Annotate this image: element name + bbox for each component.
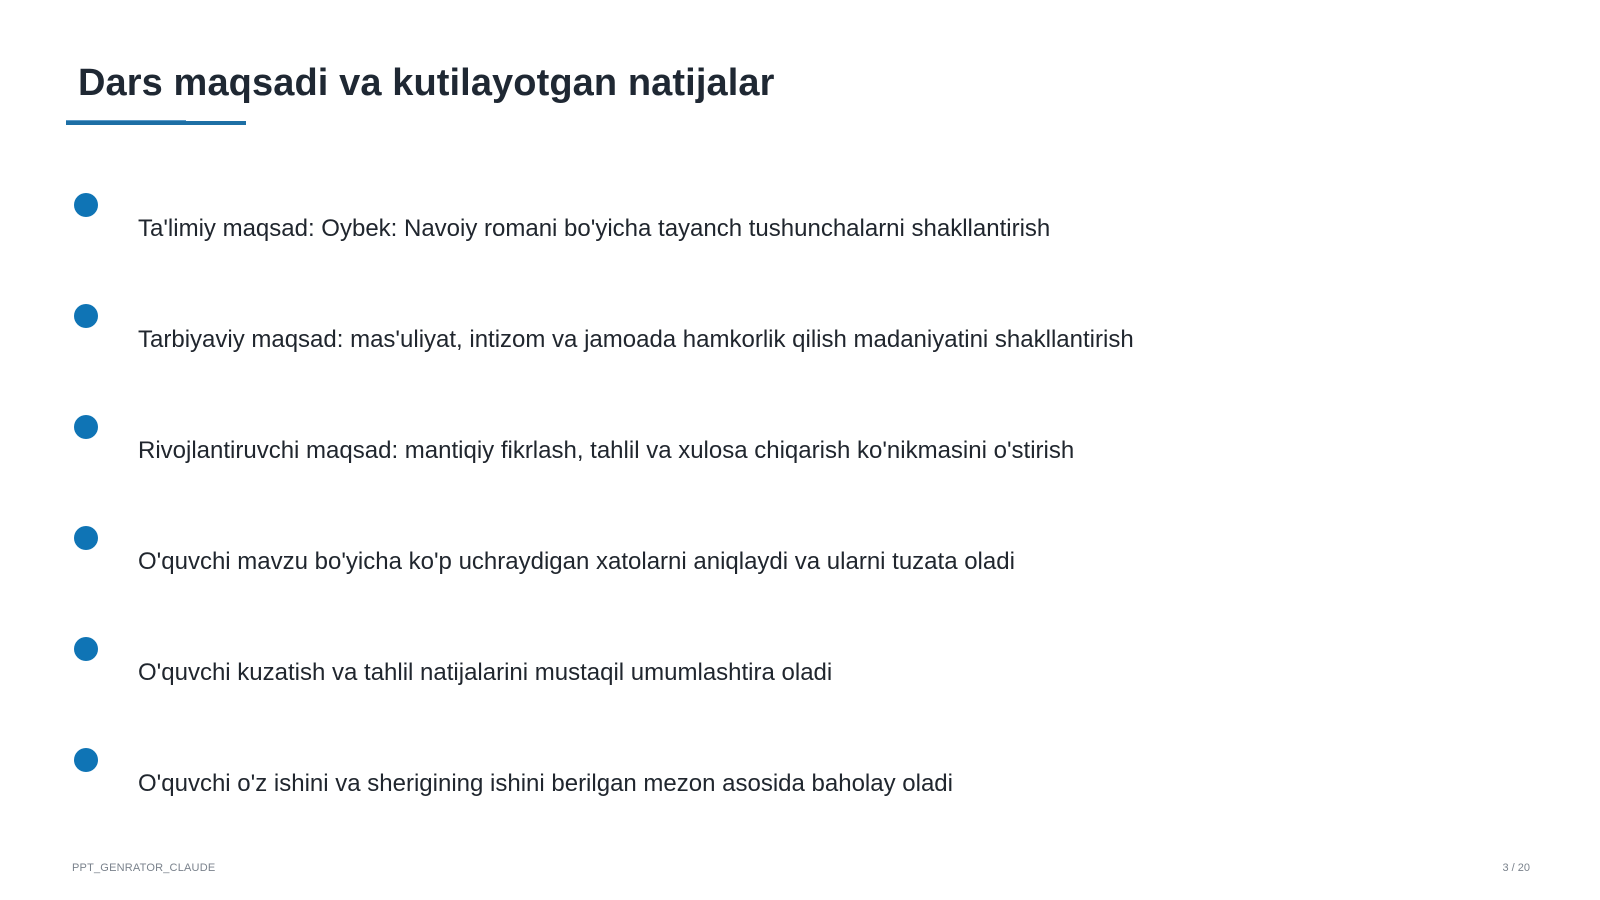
bullet-icon bbox=[74, 526, 98, 550]
objective-text: O'quvchi o'z ishini va sherigining ishini berilgan mezon asosida baholay oladi bbox=[138, 770, 953, 797]
objective-item bbox=[0, 304, 1600, 364]
objective-text: Rivojlantiruvchi maqsad: mantiqiy fikrlash, tahlil va xulosa chiqarish ko'nikmasini o'stirish bbox=[138, 437, 1075, 464]
objective-item bbox=[0, 637, 1600, 697]
objective-text: Ta'limiy maqsad: Oybek: Navoiy romani bo'yicha tayanch tushunchalarni shakllantirish bbox=[138, 215, 1051, 242]
bullet-icon bbox=[74, 637, 98, 661]
bullet-icon bbox=[74, 748, 98, 772]
objective-text: Tarbiyaviy maqsad: mas'uliyat, intizom va jamoada hamkorlik qilish madaniyatini shakllantirish bbox=[138, 326, 1134, 353]
objective-text: O'quvchi mavzu bo'yicha ko'p uchraydigan xatolarni aniqlaydi va ularni tuzata oladi bbox=[138, 548, 1015, 575]
objective-text: O'quvchi kuzatish va tahlil natijalarini mustaqil umumlashtira oladi bbox=[138, 659, 833, 686]
page-indicator: 3 / 20 bbox=[1502, 862, 1530, 874]
footer-generator-label: PPT_GENRATOR_CLAUDE bbox=[72, 862, 216, 874]
objective-item bbox=[0, 415, 1600, 475]
bullet-icon bbox=[74, 193, 98, 217]
objective-item bbox=[0, 748, 1600, 808]
slide-title: Dars maqsadi va kutilayotgan natijalar bbox=[78, 62, 775, 104]
objective-item bbox=[0, 526, 1600, 586]
objective-item bbox=[0, 193, 1600, 253]
bullet-icon bbox=[74, 304, 98, 328]
bullet-icon bbox=[74, 415, 98, 439]
